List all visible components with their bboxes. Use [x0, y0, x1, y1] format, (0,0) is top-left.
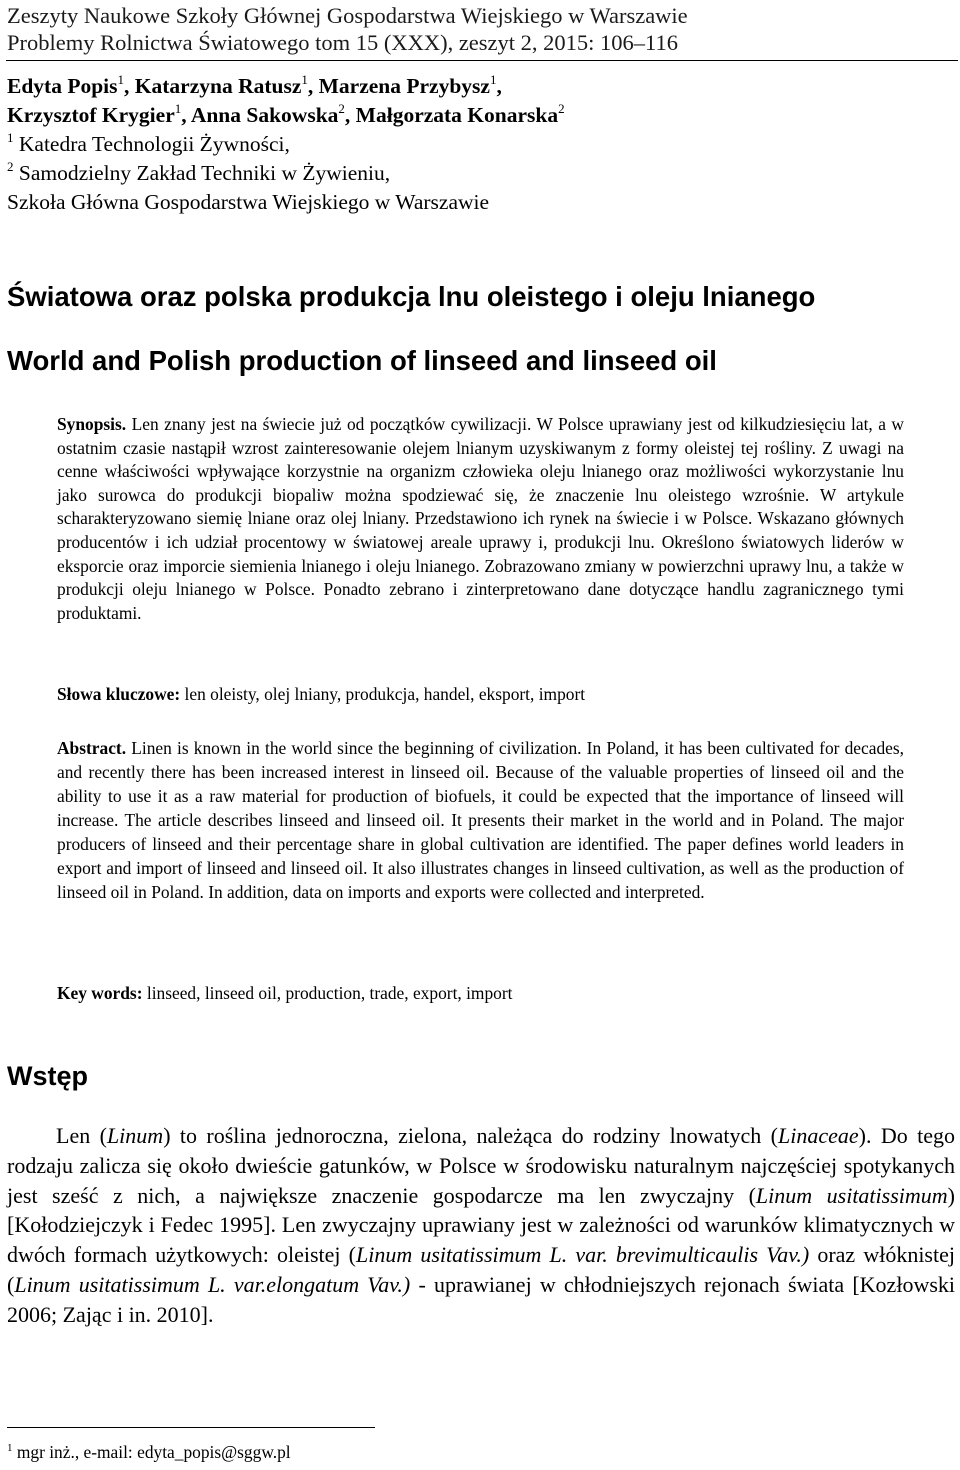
author-name: Katarzyna Ratusz — [134, 74, 302, 98]
author-line-2: Krzysztof Krygier$^1$, Anna Sakowska$^2$, Małgorzata Konarska$^2$ — [7, 101, 565, 127]
intro-text: oraz włóknistej ( — [7, 1242, 955, 1297]
synopsis-text: Len znany jest na świecie już od początków cywilizacji. W Polsce uprawiany jest od kilkudziesięciu lat, a w ostatnim czasie nastąpił wzrost zainteresowanie olejem lnianym uzyskiwanym z formy oleistej tej rośliny. Z uwagi na cenne właściwości wpływające korzystnie na organizm człowieka oleju lnianego oraz możliwości wykorzystanie lnu jako surowca do produkcji biopaliw można spodziewać się, że znaczenie lnu oleistego wzrośnie. W artykule scharakteryzowano siemię lniane oraz olej lniany. Przedstawiono ich rynek na świecie i w Polsce. Wskazano głównych producentów i ich udział procentowy w światowej areale uprawy i, produkcji lnu. Określono światowych liderów w eksporcie oraz imporcie siemienia lnianego i oleju lnianego. Zobrazowano zmiany w powierzchni uprawy lnu, a także w produkcji oleju lnianego w Polsce. Ponadto zebrano i zinterpretowano dane dotyczące handlu zagranicznego tymi produktami. — [57, 414, 904, 623]
intro-italic: Linum usitatissimum L. var. brevimulticaulis Vav.) — [356, 1242, 810, 1268]
journal-header — [7, 2, 952, 56]
footnote-divider — [7, 1427, 375, 1428]
synopsis-label: Synopsis. — [57, 414, 127, 434]
intro-italic: Linum — [106, 1123, 164, 1148]
author-name: Marzena Przybysz — [318, 74, 490, 98]
author-affiliation-mark: 1 — [174, 101, 182, 116]
keywords-polish — [57, 682, 904, 706]
author-affiliation-mark: 2 — [558, 101, 565, 116]
affiliation-number: 2 — [7, 159, 14, 174]
footnote — [7, 1441, 291, 1463]
journal-name: Zeszyty Naukowe Szkoły Głównej Gospodarstwa Wiejskiego w Warszawie — [7, 3, 688, 28]
author-affiliation-mark: 1 — [489, 72, 497, 87]
footnote-text: mgr inż., e-mail: edyta_popis@sggw.pl — [16, 1442, 291, 1462]
section-heading: Wstęp — [7, 1061, 88, 1091]
author-name: Krzysztof Krygier — [7, 103, 175, 127]
abstract-text: Linen is known in the world since the beginning of civilization. In Poland, it has been cultivated for decades, and recently there has been increased interest in linseed oil. Because of the valuable properties of linseed oil and the ability to use it as a raw material for production of biofuels, it could be expected that the importance of linseed will increase. The article describes linseed and linseed oil. It presents their market in the world and in Poland. The major producers of linseed and their percentage share in global cultivation are identified. The paper defines world leaders in export and import of linseed and linseed oil. It also illustrates changes in linseed cultivation, as well as the production of linseed oil in Poland. In addition, data on imports and exports were collected and interpreted. — [57, 738, 904, 902]
intro-italic: Linum usitatissimum L. var.elongatum Vav.) — [14, 1271, 411, 1297]
synopsis-paragraph — [57, 413, 904, 625]
intro-paragraph — [7, 1121, 955, 1330]
intro-italic: Linum usitatissimum — [755, 1182, 948, 1208]
author-line-1: Edyta Popis$^1$, Katarzyna Ratusz$^1$, Marzena Przybysz$^1$, — [7, 72, 502, 98]
title-english: World and Polish production of linseed and linseed oil — [7, 345, 717, 376]
keywords-english-text: linseed, linseed oil, production, trade, export, import — [146, 983, 513, 1003]
intro-italic: Linaceae — [777, 1123, 859, 1148]
intro-text: Len ( — [56, 1123, 107, 1148]
affiliation-number: 1 — [7, 130, 14, 145]
affiliation-text: Katedra Technologii Żywności, — [18, 132, 290, 156]
affiliation-2 — [7, 159, 952, 188]
affiliation-1 — [7, 130, 952, 159]
intro-text: ) to roślina jednoroczna, zielona, należąca do rodziny lnowatych ( — [163, 1123, 778, 1148]
title-polish: Światowa oraz polska produkcja lnu oleistego i oleju lnianego — [7, 281, 816, 312]
journal-issue: Problemy Rolnictwa Światowego tom 15 (XXX), zeszyt 2, 2015: 106–116 — [7, 30, 678, 55]
header-divider — [6, 60, 958, 61]
author-block — [7, 72, 952, 217]
keywords-polish-label: Słowa kluczowe: — [57, 684, 181, 704]
author-name: Edyta Popis — [7, 74, 118, 98]
author-affiliation-mark: 2 — [338, 101, 345, 116]
footnote-number: 1 — [7, 1442, 13, 1454]
intro-text: ). Do tego rodzaju zalicza się około dwieście gatunków, w Polsce w środowisku naturalnym najczęściej spotykanych jest sześć z nich, a największe znaczenie gospodarcze ma len zwyczajny ( — [7, 1123, 956, 1208]
intro-text: - uprawianej w chłodniejszych rejonach świata [Kozłowski 2006; Zając i in. 2010]. — [7, 1271, 955, 1327]
intro-text: ) [Kołodziejczyk i Fedec 1995]. Len zwyczajny uprawiany jest w zależności od warunków klimatycznych w dwóch formach użytkowych: oleistej ( — [7, 1182, 955, 1268]
author-name: Małgorzata Konarska — [355, 103, 559, 127]
author-affiliation-mark: 1 — [301, 72, 308, 87]
abstract-paragraph — [57, 736, 904, 904]
author-affiliation-mark: 1 — [117, 72, 125, 87]
institution: Szkoła Główna Gospodarstwa Wiejskiego w Warszawie — [7, 190, 490, 214]
keywords-english — [57, 981, 904, 1005]
keywords-polish-text: len oleisty, olej lniany, produkcja, handel, eksport, import — [184, 684, 586, 704]
author-name: Anna Sakowska — [190, 103, 339, 127]
abstract-label: Abstract. — [57, 738, 127, 758]
keywords-english-label: Key words: — [57, 983, 143, 1003]
affiliation-text: Samodzielny Zakład Techniki w Żywieniu, — [18, 161, 391, 185]
